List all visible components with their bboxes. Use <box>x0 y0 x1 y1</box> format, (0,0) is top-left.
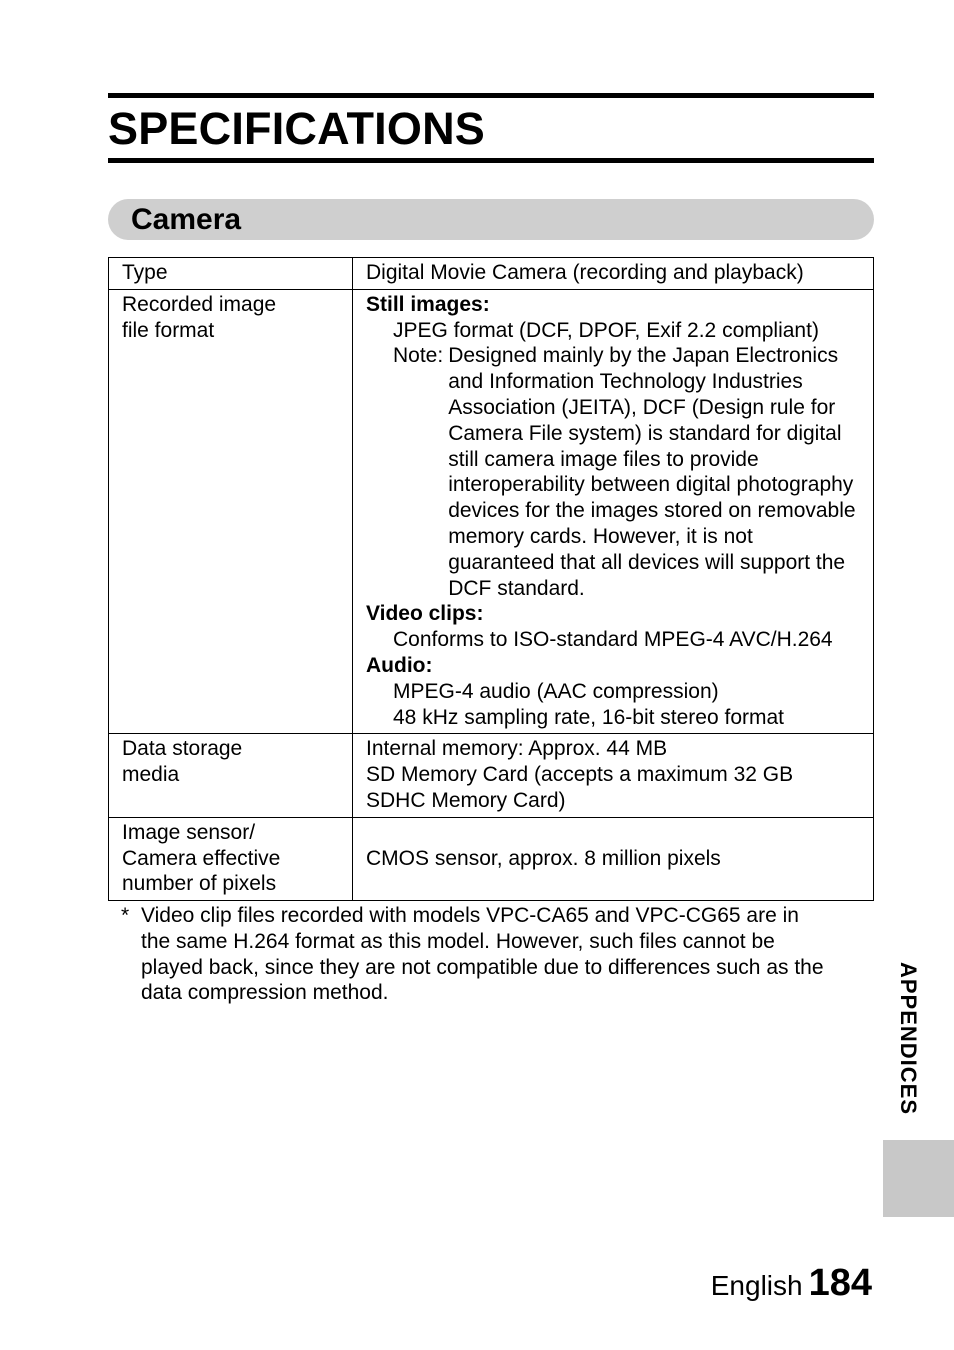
side-tab-marker <box>883 1140 954 1217</box>
note-line: Association (JEITA), DCF (Design rule for <box>448 395 836 419</box>
section-header-band <box>108 199 874 240</box>
row-value <box>353 817 874 900</box>
row-label-line: number of pixels <box>122 872 277 896</box>
row-label-line: media <box>122 763 180 787</box>
video-clips-format: Conforms to ISO-standard MPEG-4 AVC/H.264 <box>393 628 833 652</box>
audio-sampling: 48 kHz sampling rate, 16-bit stereo format <box>393 705 785 729</box>
footnote-line: the same H.264 format as this model. However, such files cannot be <box>141 929 775 953</box>
note-text <box>443 343 861 601</box>
note-line: DCF standard. <box>448 576 585 600</box>
table-row-storage-media <box>109 734 874 817</box>
footer-language: English <box>710 1270 803 1301</box>
row-value <box>353 258 874 290</box>
title-rule-top <box>108 93 874 98</box>
row-label <box>109 734 353 817</box>
row-value-line: Internal memory: Approx. 44 MB <box>366 737 668 761</box>
row-value-line: SDHC Memory Card) <box>366 788 566 812</box>
footnote-text <box>141 903 866 1006</box>
still-images-format: JPEG format (DCF, DPOF, Exif 2.2 compliant) <box>393 318 819 342</box>
audio-heading: Audio: <box>366 653 433 677</box>
footnote <box>121 903 866 1006</box>
still-images-heading: Still images: <box>366 292 490 316</box>
note-line: guaranteed that all devices will support the <box>448 550 846 574</box>
section-title: Camera <box>131 203 242 236</box>
row-value-line: CMOS sensor, approx. 8 million pixels <box>366 846 721 870</box>
row-label-line: file format <box>122 318 215 342</box>
footnote-line: Video clip files recorded with models VPC-CA65 and VPC-CG65 are in <box>141 904 799 927</box>
row-label-line: Recorded image <box>122 292 277 316</box>
row-label-line: Type <box>122 261 168 284</box>
row-value <box>353 289 874 734</box>
table-row-file-format <box>109 289 874 734</box>
page-title: SPECIFICATIONS <box>108 103 485 154</box>
side-tab-appendices: APPENDICES <box>896 962 921 1116</box>
row-label <box>109 258 353 290</box>
dcf-note <box>366 343 861 601</box>
row-value-line: Digital Movie Camera (recording and playback) <box>366 261 804 284</box>
note-label: Note: <box>393 344 444 368</box>
row-label-line: Data storage <box>122 737 243 761</box>
row-value <box>353 734 874 817</box>
note-line: interoperability between digital photography <box>448 473 854 497</box>
page-footer <box>711 1262 872 1305</box>
table-row-type <box>109 258 874 290</box>
note-line: devices for the images stored on removable <box>448 499 856 523</box>
footnote-line: data compression method. <box>141 981 389 1005</box>
note-line: and Information Technology Industries <box>448 370 803 394</box>
row-label-line: Camera effective <box>122 846 281 870</box>
note-line: still camera image files to provide <box>448 447 759 471</box>
footnote-asterisk: * <box>121 904 130 927</box>
note-line: memory cards. However, it is not <box>448 524 753 548</box>
row-label <box>109 289 353 734</box>
note-line: Camera File system) is standard for digital <box>448 421 842 445</box>
table-row-image-sensor <box>109 817 874 900</box>
row-label <box>109 817 353 900</box>
title-rule-bottom <box>108 158 874 163</box>
row-label-line: Image sensor/ <box>122 820 256 844</box>
page-number: 184 <box>808 1262 872 1304</box>
video-clips-heading: Video clips: <box>366 602 484 626</box>
specifications-table <box>108 257 874 901</box>
audio-format: MPEG-4 audio (AAC compression) <box>393 679 719 703</box>
note-line: Designed mainly by the Japan Electronics <box>448 344 839 368</box>
footnote-line: played back, since they are not compatible due to differences such as the <box>141 955 824 979</box>
row-value-line: SD Memory Card (accepts a maximum 32 GB <box>366 763 794 787</box>
